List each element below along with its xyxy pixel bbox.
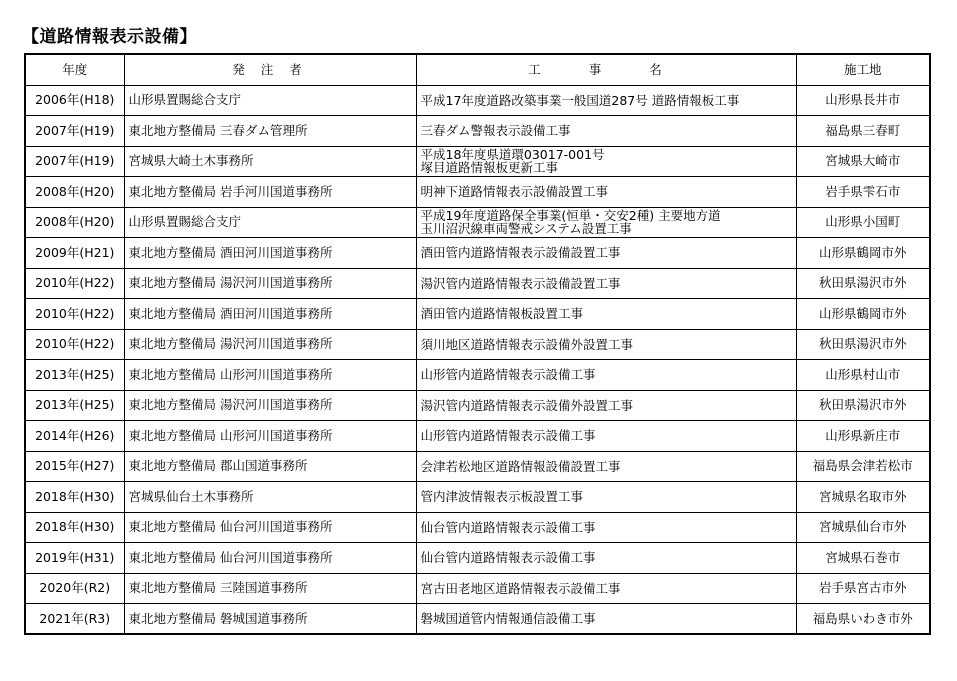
cell-year: 2007年(H19) (25, 116, 124, 147)
records-table (24, 53, 931, 635)
cell-client: 宮城県仙台土木事務所 (124, 482, 416, 513)
cell-client: 東北地方整備局 岩手河川国道事務所 (124, 177, 416, 208)
table-row (25, 543, 930, 574)
cell-year: 2014年(H26) (25, 421, 124, 452)
cell-project (416, 146, 796, 177)
cell-location: 山形県小国町 (796, 207, 930, 238)
project-line: 会津若松地区道路情報設備設置工事 (420, 458, 621, 474)
project-line: 明神下道路情報表示設備設置工事 (420, 184, 609, 200)
header-location: 施工地 (796, 54, 930, 85)
cell-project (416, 268, 796, 299)
cell-client: 東北地方整備局 湯沢河川国道事務所 (124, 329, 416, 360)
table-row (25, 482, 930, 513)
cell-client: 東北地方整備局 仙台河川国道事務所 (124, 543, 416, 574)
cell-client: 東北地方整備局 湯沢河川国道事務所 (124, 268, 416, 299)
cell-location: 秋田県湯沢市外 (796, 390, 930, 421)
table-header-row (25, 54, 930, 85)
cell-location: 秋田県湯沢市外 (796, 329, 930, 360)
cell-year: 2019年(H31) (25, 543, 124, 574)
cell-location: 山形県鶴岡市外 (796, 299, 930, 330)
cell-project (416, 329, 796, 360)
project-line: 湯沢管内道路情報表示設備設置工事 (420, 275, 621, 291)
table-row (25, 85, 930, 116)
table-row (25, 299, 930, 330)
cell-client: 東北地方整備局 酒田河川国道事務所 (124, 238, 416, 269)
cell-location: 山形県新庄市 (796, 421, 930, 452)
cell-client: 東北地方整備局 山形河川国道事務所 (124, 421, 416, 452)
cell-client: 東北地方整備局 磐城国道事務所 (124, 604, 416, 635)
cell-client: 東北地方整備局 仙台河川国道事務所 (124, 512, 416, 543)
table-row (25, 360, 930, 391)
cell-project (416, 482, 796, 513)
cell-year: 2008年(H20) (25, 207, 124, 238)
table-row (25, 329, 930, 360)
table-row (25, 116, 930, 147)
project-line: 磐城国道管内情報通信設備工事 (420, 611, 596, 626)
cell-location: 宮城県名取市外 (796, 482, 930, 513)
project-line: 塚目道路情報板更新工事 (420, 160, 559, 176)
cell-project (416, 238, 796, 269)
cell-year: 2006年(H18) (25, 85, 124, 116)
cell-location: 山形県長井市 (796, 85, 930, 116)
cell-project (416, 451, 796, 482)
cell-project (416, 360, 796, 391)
cell-location: 宮城県大崎市 (796, 146, 930, 177)
project-line: 仙台管内道路情報表示設備工事 (420, 550, 596, 566)
table-body (25, 85, 930, 634)
project-line: 須川地区道路情報表示設備外設置工事 (420, 336, 634, 352)
cell-location: 宮城県石巻市 (796, 543, 930, 574)
cell-location: 宮城県仙台市外 (796, 512, 930, 543)
cell-project (416, 299, 796, 330)
cell-project (416, 177, 796, 208)
cell-year: 2021年(R3) (25, 604, 124, 635)
project-line: 酒田管内道路情報板設置工事 (420, 306, 584, 322)
cell-year: 2010年(H22) (25, 329, 124, 360)
cell-location: 山形県鶴岡市外 (796, 238, 930, 269)
project-line: 宮古田老地区道路情報表示設備工事 (420, 580, 621, 596)
cell-project (416, 421, 796, 452)
cell-year: 2008年(H20) (25, 177, 124, 208)
table-row (25, 268, 930, 299)
table-row (25, 207, 930, 238)
cell-year: 2013年(H25) (25, 360, 124, 391)
cell-year: 2013年(H25) (25, 390, 124, 421)
cell-year: 2018年(H30) (25, 482, 124, 513)
cell-location: 福島県いわき市外 (796, 604, 930, 635)
cell-year: 2009年(H21) (25, 238, 124, 269)
table-row (25, 573, 930, 604)
cell-project (416, 512, 796, 543)
cell-year: 2007年(H19) (25, 146, 124, 177)
header-project: 工 事 名 (416, 54, 796, 85)
cell-year: 2010年(H22) (25, 268, 124, 299)
project-line: 山形管内道路情報表示設備工事 (420, 428, 596, 444)
cell-year: 2020年(R2) (25, 573, 124, 604)
cell-client: 東北地方整備局 山形河川国道事務所 (124, 360, 416, 391)
header-client: 発 注 者 (124, 54, 416, 85)
cell-project (416, 207, 796, 238)
cell-location: 秋田県湯沢市外 (796, 268, 930, 299)
cell-project (416, 543, 796, 574)
table-row (25, 421, 930, 452)
cell-client: 東北地方整備局 三陸国道事務所 (124, 573, 416, 604)
table-row (25, 390, 930, 421)
table-row (25, 604, 930, 635)
cell-project (416, 116, 796, 147)
cell-project (416, 85, 796, 116)
cell-location: 福島県三春町 (796, 116, 930, 147)
project-line: 管内津波情報表示板設置工事 (420, 489, 584, 505)
project-line: 三春ダム警報表示設備工事 (420, 123, 571, 139)
project-line: 湯沢管内道路情報表示設備外設置工事 (420, 397, 634, 413)
table-row (25, 451, 930, 482)
cell-client: 東北地方整備局 三春ダム管理所 (124, 116, 416, 147)
cell-client: 東北地方整備局 湯沢河川国道事務所 (124, 390, 416, 421)
cell-location: 岩手県宮古市外 (796, 573, 930, 604)
cell-client: 山形県置賜総合支庁 (124, 85, 416, 116)
cell-year: 2015年(H27) (25, 451, 124, 482)
header-year: 年度 (25, 54, 124, 85)
project-line: 平成18年度県道環03017-001号 (420, 147, 605, 163)
project-line: 平成17年度道路改築事業一般国道287号 道路情報板工事 (420, 92, 740, 108)
table-row (25, 177, 930, 208)
project-line: 山形管内道路情報表示設備工事 (420, 367, 596, 383)
cell-location: 山形県村山市 (796, 360, 930, 391)
page-title: 【道路情報表示設備】 (22, 27, 197, 47)
project-line: 酒田管内道路情報表示設備設置工事 (420, 245, 621, 261)
project-line: 玉川沼沢線車両警戒システム設置工事 (420, 221, 632, 237)
cell-year: 2018年(H30) (25, 512, 124, 543)
cell-location: 福島県会津若松市 (796, 451, 930, 482)
table-row (25, 238, 930, 269)
cell-client: 山形県置賜総合支庁 (124, 207, 416, 238)
cell-project (416, 390, 796, 421)
cell-project (416, 573, 796, 604)
project-line: 平成19年度道路保全事業(恒単・交安2種) 主要地方道 (420, 208, 721, 224)
table-row (25, 146, 930, 177)
table-row (25, 512, 930, 543)
cell-location: 岩手県雫石市 (796, 177, 930, 208)
project-line: 仙台管内道路情報表示設備工事 (420, 519, 596, 535)
cell-client: 東北地方整備局 郡山国道事務所 (124, 451, 416, 482)
cell-client: 宮城県大崎土木事務所 (124, 146, 416, 177)
cell-client: 東北地方整備局 酒田河川国道事務所 (124, 299, 416, 330)
cell-project (416, 604, 796, 635)
cell-year: 2010年(H22) (25, 299, 124, 330)
